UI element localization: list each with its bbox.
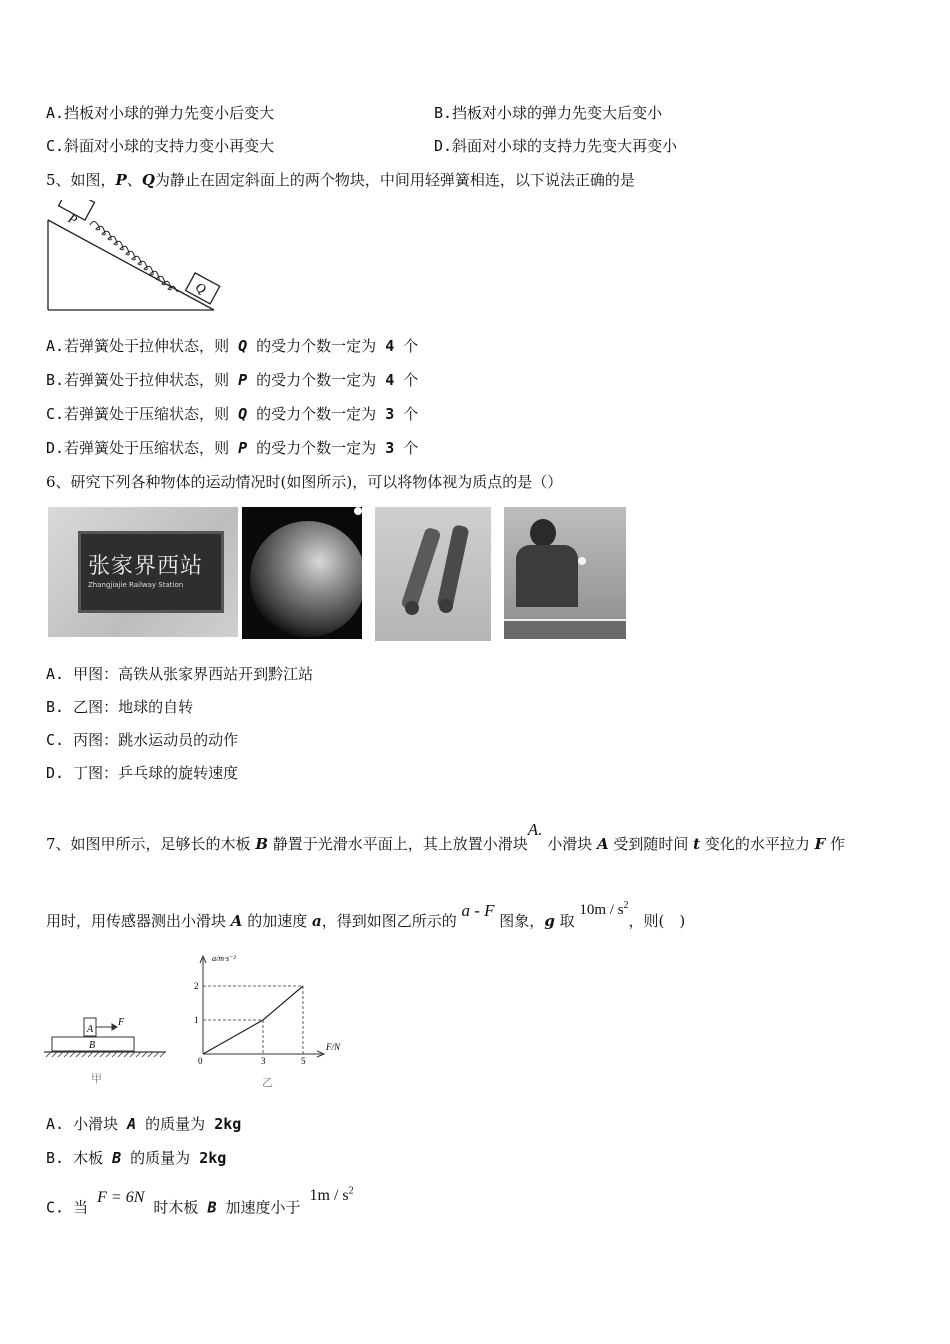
force-f-label: F [118, 1017, 125, 1028]
divers-photo [375, 507, 491, 641]
station-sign-photo [48, 507, 238, 637]
board-b-label: B [89, 1040, 96, 1051]
q5-option-a: A.若弹簧处于拉伸状态，则 Q 的受力个数一定为 4 个 [46, 337, 419, 355]
q5-stem: 5、如图，P、Q为静止在固定斜面上的两个物块，中间用轻弹簧相连，以下说法正确的是 [46, 171, 635, 189]
origin-label: 0 [198, 1056, 203, 1066]
q7-stem-line-2: 用时，用传感器测出小滑块 A 的加速度 a，得到如图乙所示的 a - F 图象，g 取 $10m / s^2$，则( ) [46, 900, 686, 930]
y-tick-1: 1 [194, 1015, 199, 1025]
figure-yi-caption: 乙 [262, 1077, 273, 1089]
block-q-label: Q [193, 279, 209, 297]
q7-option-b: B. 木板 B 的质量为 2kg [46, 1149, 227, 1167]
q6-option-b: B. 乙图：地球的自转 [46, 698, 194, 716]
q7-option-a: A. 小滑块 A 的质量为 2kg [46, 1115, 242, 1133]
q7-stem-line-1: 7、如图甲所示，足够长的木板 B 静置于光滑水平面上，其上放置小滑块A. 小滑块 A 受到随时间 t 变化的水平拉力 F 作 [46, 820, 846, 853]
x-tick-5: 5 [301, 1056, 306, 1066]
y-tick-2: 2 [194, 981, 199, 991]
q4-option-b: B.挡板对小球的弹力先变大后变小 [434, 104, 663, 122]
q5-option-d: D.若弹簧处于压缩状态，则 P 的受力个数一定为 3 个 [46, 439, 419, 457]
station-sign-text: 张家界西站 [88, 554, 204, 579]
figure-jia-caption: 甲 [91, 1073, 102, 1085]
block-p-label: P [65, 210, 80, 228]
block-a-label: A [87, 1024, 94, 1035]
earth-photo [242, 507, 362, 639]
table-tennis-photo [504, 507, 626, 639]
q6-option-c: C. 丙图：跳水运动员的动作 [46, 731, 239, 749]
q6-option-d: D. 丁图：乒乓球的旋转速度 [46, 764, 239, 782]
incline-spring-figure [44, 200, 224, 314]
q4-option-a: A.挡板对小球的弹力先变小后变大 [46, 104, 275, 122]
q6-option-a: A. 甲图：高铁从张家界西站开到黔江站 [46, 665, 314, 683]
y-axis-label: a/m·s⁻² [212, 954, 236, 963]
station-sign-subtitle: Zhangjiajie Railway Station [88, 581, 184, 589]
q4-option-c: C.斜面对小球的支持力变小再变大 [46, 137, 275, 155]
x-tick-3: 3 [261, 1056, 266, 1066]
q6-stem: 6、研究下列各种物体的运动情况时(如图所示)，可以将物体视为质点的是（） [46, 473, 563, 491]
q4-option-d: D.斜面对小球的支持力先变大再变小 [434, 137, 678, 155]
a-f-graph [190, 950, 360, 1090]
q7-option-c: C. 当 F = 6N 时木板 B 加速度小于 $1m / s^2$ [46, 1186, 354, 1217]
q5-option-c: C.若弹簧处于压缩状态，则 Q 的受力个数一定为 3 个 [46, 405, 419, 423]
x-axis-label: F/N [326, 1042, 341, 1052]
board-block-figure [42, 1010, 172, 1090]
q5-option-b: B.若弹簧处于拉伸状态，则 P 的受力个数一定为 4 个 [46, 371, 419, 389]
